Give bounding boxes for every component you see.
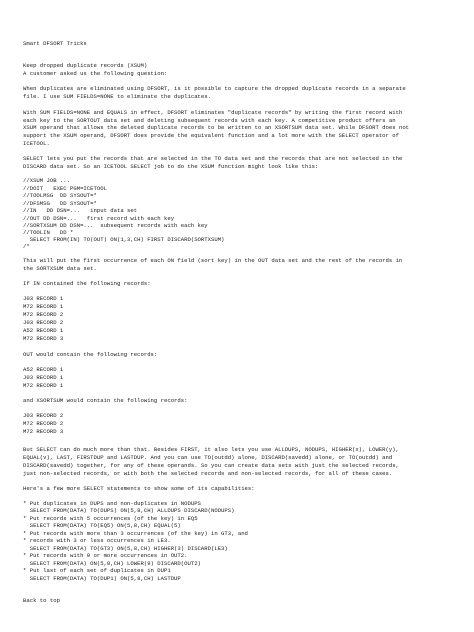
jcl-line: //DFSMSG DD SYSOUT=* [23,200,97,207]
xsum-intro: and XSORTSUM would contain the following records: [23,397,188,404]
in-record: M72 RECORD 3 [23,335,64,342]
result-line: the SORTXSUM data set. [23,265,97,272]
capabilities-line: EQUAL(v), LAST, FIRSTDUP and LASTDUP. And you can use TO(outdd) alone, DISCARD(savedd) alone, or TO(outdd) and [23,454,393,461]
result-line: This will put the first occurrence of each ON field (sort key) in the OUT data set and the rest of the records in [23,257,403,264]
jcl-line: //XSUM JOB ... [23,177,70,184]
answer-line: XSUM operand that allows the deleted duplicate records to be written to an XSORTSUM data set. While DFSORT does not [23,124,410,131]
in-record: A52 RECORD 1 [23,327,64,334]
example-line: SELECT FROM(DATA) ON(5,8,CH) LOWER(9) DISCARD(OUT2) [23,560,201,567]
select-intro-line: SELECT lets you put the records that are selected in the TO data set and the records that are not selected in the [23,155,403,162]
example-line: SELECT FROM(DATA) TO(DUPS) ON(5,8,CH) ALLDUPS DISCARD(NODUPS) [23,507,235,514]
example-line: * Put records with more than 3 occurrences (of the key) in GT3, and [23,530,248,537]
out-record: A52 RECORD 1 [23,366,64,373]
xsum-record: M72 RECORD 2 [23,420,64,427]
question-line: file. I use SUM FIELDS=NONE to eliminate the duplicates. [23,93,211,100]
question-line: When duplicates are eliminated using DFSORT, is it possible to capture the dropped duplicate records in a separate [23,85,406,92]
in-record: J03 RECORD 2 [23,319,64,326]
jcl-line: //SORTXSUM DD DSN=... subsequent records with each key [23,222,208,229]
jcl-line: //IN DD DSN=... input data set [23,207,138,214]
select-intro-line: DISCARD data set. So an ICETOOL SELECT job to do the XSUM function might look like this: [23,163,319,170]
jcl-line: //TOOLIN DD * [23,229,74,236]
answer-line: ICETOOL. [23,140,50,147]
answer-line: each key to the SORTOUT data set and deleting subsequent records with each key. A competitive product offers an [23,117,396,124]
example-line: SELECT FROM(DATA) TO(EQ5) ON(5,8,CH) EQUAL(5) [23,522,181,529]
jcl-line: //OUT DD DSN=... first record with each key [23,215,175,222]
example-line: * Put last of each set of duplicates in DUP1 [23,567,171,574]
jcl-line: //DOIT EXEC PGM=ICETOOL [23,185,107,192]
back-to-top-link[interactable]: Back to top [23,597,60,604]
answer-line: support the XSUM operand, DFSORT does provide the equivalent function and a lot more with the SELECT operator of [23,132,399,139]
jcl-line: SELECT FROM(IN) TO(OUT) ON(1,3,CH) FIRST DISCARD(SORTXSUM) [23,236,225,243]
out-intro: OUT would contain the following records: [23,351,158,358]
example-line: * Put records with 5 occurrences (of the key) in EQ5 [23,515,198,522]
section-heading: Keep dropped duplicate records (XSUM) [23,62,148,69]
jcl-line: /* [23,243,30,250]
example-line: SELECT FROM(DATA) TO(GT3) ON(5,8,CH) HIGHER(3) DISCARD(LE3) [23,545,228,552]
xsum-record: J03 RECORD 2 [23,412,64,419]
in-record: M72 RECORD 2 [23,311,64,318]
examples-intro: Here's a few more SELECT statements to show some of its capabilities: [23,485,255,492]
in-intro: If IN contained the following records: [23,280,151,287]
out-record: J03 RECORD 1 [23,374,64,381]
capabilities-line: But SELECT can do much more than that. Besides FIRST, it also lets you use ALLDUPS, NODUPS, HIGHER(x), LOWER(y), [23,446,399,453]
intro-text: A customer asked us the following question: [23,70,168,77]
out-record: M72 RECORD 1 [23,382,64,389]
xsum-record: M72 RECORD 3 [23,428,64,435]
in-record: J03 RECORD 1 [23,295,64,302]
capabilities-line: just non-selected records, or with both the selected records and non-selected records, for all of these cases. [23,470,393,477]
document-title: Smart DFSORT Tricks [23,40,87,47]
jcl-line: //TOOLMSG DD SYSOUT=* [23,192,97,199]
example-line: * Put duplicates in DUPS and non-duplicates in NODUPS [23,500,201,507]
capabilities-line: DISCARD(savedd) together, for any of these operands. So you can create data sets with just the selected records, [23,462,399,469]
in-record: M72 RECORD 1 [23,303,64,310]
example-line: * Put records with 9 or more occurrences in OUT2. [23,552,188,559]
example-line: SELECT FROM(DATA) TO(DUP1) ON(5,8,CH) LASTDUP [23,575,181,582]
answer-line: With SUM FIELDS=NONE and EQUALS in effect, DFSORT eliminates "duplicate records" by writing the first record with [23,109,403,116]
example-line: * records with 3 or less occurrences in LE3. [23,537,171,544]
